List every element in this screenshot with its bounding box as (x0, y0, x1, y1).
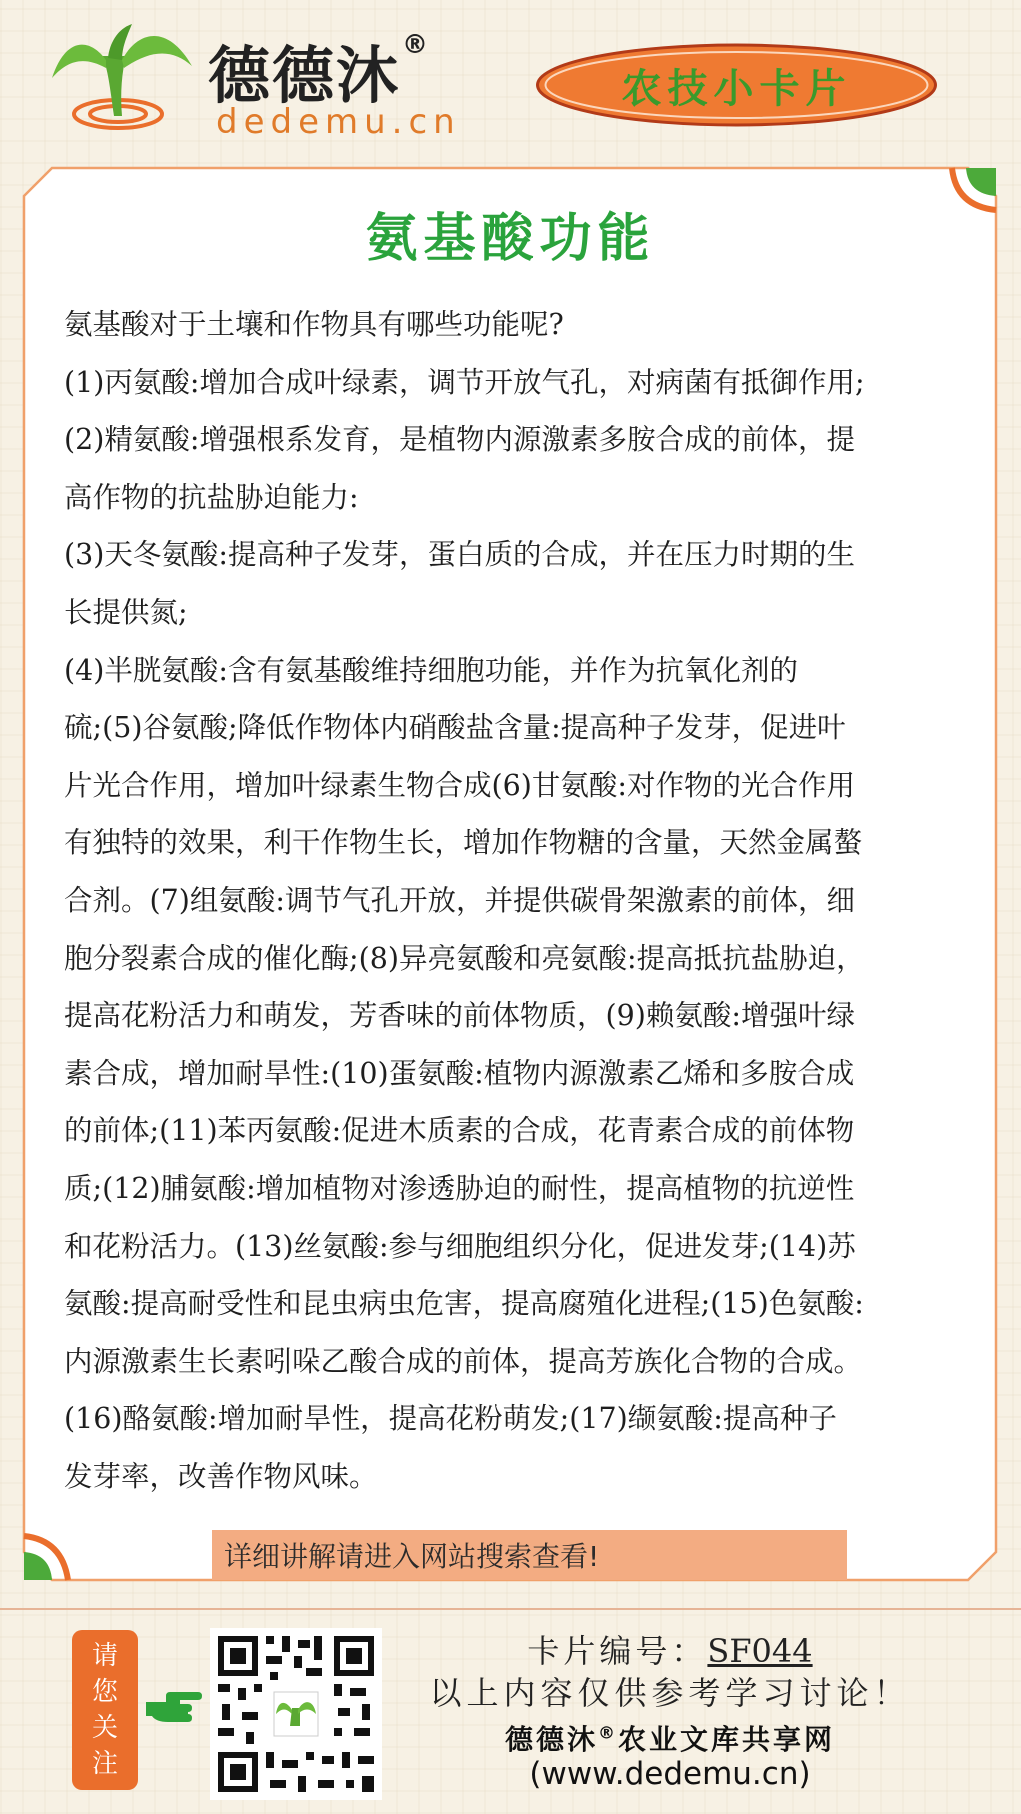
body-line: 提高花粉活力和萌发，芳香味的前体物质，(9)赖氨酸:增强叶绿 (64, 999, 855, 1033)
body-line: 硫;(5)谷氨酸;降低作物体内硝酸盐含量:提高种子发芽，促进叶 (64, 711, 846, 745)
follow-char: 关 (91, 1713, 118, 1743)
body-line: 发芽率，改善作物风味。 (64, 1459, 378, 1493)
body-line: 素合成，增加耐旱性:(10)蛋氨酸:植物内源激素乙烯和多胺合成 (64, 1056, 855, 1090)
badge-text: 农技小卡片 (621, 65, 852, 112)
body-line: (16)酪氨酸:增加耐旱性，提高花粉萌发;(17)缬氨酸:提高种子 (64, 1402, 837, 1436)
body-line: (4)半胱氨酸:含有氨基酸维持细胞功能，并作为抗氧化剂的 (64, 653, 798, 687)
body-line: 氨酸:提高耐受性和昆虫病虫危害，提高腐殖化进程;(15)色氨酸: (64, 1287, 864, 1321)
disclaimer-text: 以上内容仅供参考学习讨论！ (429, 1674, 911, 1712)
brand-logo (50, 18, 530, 142)
badge-ellipse (534, 42, 939, 128)
card-title: 氨基酸功能 (365, 209, 656, 269)
body-line: 长提供氮; (64, 595, 188, 629)
body-line: 质;(12)脯氨酸:增加植物对渗透胁迫的耐性，提高植物的抗逆性 (64, 1171, 855, 1205)
body-line: 胞分裂素合成的催化酶;(8)异亮氨酸和亮氨酸:提高抵抗盐胁迫， (64, 941, 865, 975)
pointing-hand-icon (142, 1688, 202, 1728)
follow-us-tag (72, 1630, 138, 1790)
follow-char: 注 (91, 1749, 118, 1779)
registered-mark: ® (402, 30, 431, 60)
body-line: 内源激素生长素吲哚乙酸合成的前体，提高芳族化合物的合成。 (64, 1344, 863, 1378)
website-cta-banner[interactable]: 详细讲解请进入网站搜索查看! (212, 1530, 847, 1580)
qr-code-icon (210, 1628, 382, 1800)
body-line: 合剂。(7)组氨酸:调节气孔开放，并提供碳骨架激素的前体，细 (64, 883, 855, 917)
body-line: (2)精氨酸:增强根系发育，是植物内源激素多胺合成的前体，提 (64, 423, 855, 457)
body-line: (3)天冬氨酸:提高种子发芽，蛋白质的合成，并在压力时期的生 (64, 538, 855, 572)
brand-name: 德德沐® (208, 30, 431, 112)
site-url-link[interactable]: (www.dedemu.cn) (529, 1756, 811, 1792)
body-line: 和花粉活力。(13)丝氨酸:参与细胞组织分化，促进发芽;(14)苏 (64, 1229, 856, 1263)
follow-char: 您 (91, 1677, 118, 1707)
qr-code-image (210, 1628, 382, 1800)
card-number-code: SF044 (707, 1632, 813, 1670)
body-line: (1)丙氨酸:增加合成叶绿素，调节开放气孔，对病菌有抵御作用; (64, 365, 865, 399)
site-name: 德德沐®农业文库共享网 (504, 1723, 836, 1756)
card-body (64, 296, 984, 1505)
body-line: 的前体;(11)苯丙氨酸:促进木质素的合成，花青素合成的前体物 (64, 1114, 855, 1148)
card-number: 卡片编号：SF044 (527, 1632, 813, 1670)
body-line: 片光合作用，增加叶绿素生物合成(6)甘氨酸:对作物的光合作用 (64, 768, 855, 802)
sprout-logo-icon (50, 18, 200, 138)
footer-divider (0, 1608, 1021, 1610)
body-line: 有独特的效果，利干作物生长，增加作物糖的含量，天然金属螯 (64, 826, 863, 860)
follow-char: 请 (91, 1641, 118, 1671)
brand-url: dedemu.cn (216, 102, 461, 142)
body-line: 高作物的抗盐胁迫能力: (64, 480, 359, 514)
body-line: 氨基酸对于土壤和作物具有哪些功能呢? (64, 308, 564, 341)
